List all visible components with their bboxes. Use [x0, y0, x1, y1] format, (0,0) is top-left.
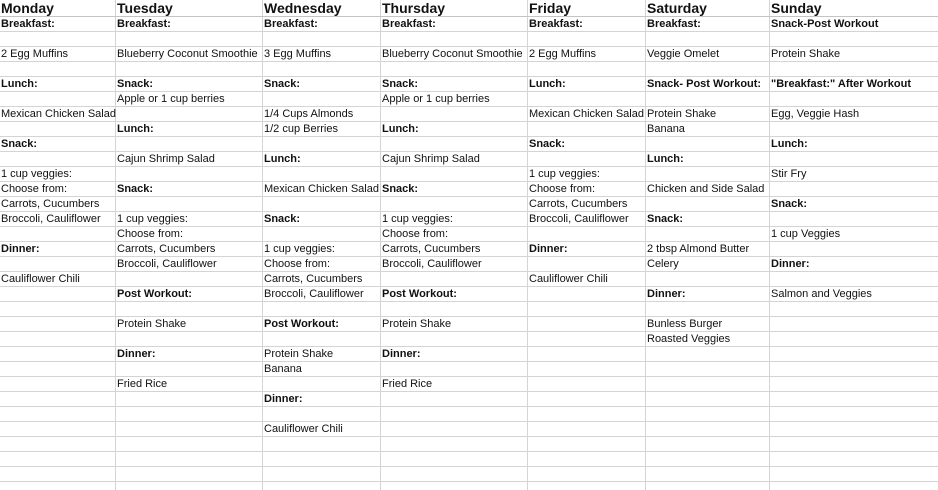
row-divider	[0, 451, 938, 452]
row-divider	[0, 421, 938, 422]
food-item-cell[interactable]: Banana	[647, 123, 685, 135]
row-divider	[0, 466, 938, 467]
row-divider	[0, 406, 938, 407]
food-item-cell[interactable]: Blueberry Coconut Smoothie	[117, 48, 258, 60]
food-item-cell[interactable]: Protein Shake	[382, 318, 452, 330]
row-divider	[0, 481, 938, 482]
food-item-cell[interactable]: Mexican Chicken Salad	[264, 183, 379, 195]
meal-label-cell[interactable]: Breakfast:	[264, 18, 318, 30]
meal-label-cell[interactable]: Post Workout:	[117, 288, 192, 300]
meal-label-cell[interactable]: Lunch:	[771, 138, 808, 150]
day-header-tuesday[interactable]: Tuesday	[117, 0, 173, 16]
food-item-cell[interactable]: Fried Rice	[382, 378, 433, 390]
food-item-cell[interactable]: 1 cup Veggies	[771, 228, 841, 240]
food-item-cell[interactable]: Veggie Omelet	[647, 48, 720, 60]
meal-label-cell[interactable]: Snack:	[647, 213, 684, 225]
food-item-cell[interactable]: Carrots, Cucumbers	[529, 198, 628, 210]
day-header-sunday[interactable]: Sunday	[771, 0, 822, 16]
food-item-cell[interactable]: Blueberry Coconut Smoothie	[382, 48, 523, 60]
food-item-cell[interactable]: 2 Egg Muffins	[529, 48, 597, 60]
meal-label-cell[interactable]: Snack-Post Workout	[771, 18, 879, 30]
food-item-cell[interactable]: Choose from:	[117, 228, 184, 240]
food-item-cell[interactable]: Mexican Chicken Salad	[1, 108, 116, 120]
meal-label-cell[interactable]: Lunch:	[264, 153, 301, 165]
food-item-cell[interactable]: Broccoli, Cauliflower	[529, 213, 629, 225]
food-item-cell[interactable]: Carrots, Cucumbers	[382, 243, 481, 255]
meal-label-cell[interactable]: Dinner:	[529, 243, 568, 255]
meal-label-cell[interactable]: Breakfast:	[529, 18, 583, 30]
food-item-cell[interactable]: 2 Egg Muffins	[1, 48, 69, 60]
food-item-cell[interactable]: Broccoli, Cauliflower	[1, 213, 101, 225]
meal-label-cell[interactable]: Snack:	[382, 78, 419, 90]
food-item-cell[interactable]: Mexican Chicken Salad	[529, 108, 644, 120]
food-item-cell[interactable]: 1 cup veggies:	[264, 243, 335, 255]
meal-label-cell[interactable]: Dinner:	[117, 348, 156, 360]
food-item-cell[interactable]: Roasted Veggies	[647, 333, 731, 345]
food-item-cell[interactable]: 1/2 cup Berries	[264, 123, 338, 135]
food-item-cell[interactable]: 1 cup veggies:	[529, 168, 600, 180]
meal-label-cell[interactable]: Lunch:	[1, 78, 38, 90]
day-header-thursday[interactable]: Thursday	[382, 0, 446, 16]
meal-label-cell[interactable]: Post Workout:	[264, 318, 339, 330]
food-item-cell[interactable]: Protein Shake	[264, 348, 334, 360]
row-divider	[0, 436, 938, 437]
food-item-cell[interactable]: Protein Shake	[647, 108, 717, 120]
food-item-cell[interactable]: Apple or 1 cup berries	[382, 93, 490, 105]
food-item-cell[interactable]: Broccoli, Cauliflower	[264, 288, 364, 300]
meal-label-cell[interactable]: Snack:	[1, 138, 38, 150]
food-item-cell[interactable]: Banana	[264, 363, 302, 375]
food-item-cell[interactable]: Carrots, Cucumbers	[1, 198, 100, 210]
food-item-cell[interactable]: Choose from:	[382, 228, 449, 240]
food-item-cell[interactable]: Cajun Shrimp Salad	[382, 153, 480, 165]
food-item-cell[interactable]: Salmon and Veggies	[771, 288, 872, 300]
meal-label-cell[interactable]: Breakfast:	[647, 18, 701, 30]
food-item-cell[interactable]: 1 cup veggies:	[1, 168, 72, 180]
meal-label-cell[interactable]: "Breakfast:" After Workout	[771, 78, 912, 90]
day-header-wednesday[interactable]: Wednesday	[264, 0, 342, 16]
food-item-cell[interactable]: Cauliflower Chili	[529, 273, 608, 285]
food-item-cell[interactable]: 1/4 Cups Almonds	[264, 108, 354, 120]
food-item-cell[interactable]: Carrots, Cucumbers	[117, 243, 216, 255]
day-header-monday[interactable]: Monday	[1, 0, 54, 16]
food-item-cell[interactable]: Chicken and Side Salad	[647, 183, 765, 195]
meal-label-cell[interactable]: Lunch:	[647, 153, 684, 165]
food-item-cell[interactable]: Carrots, Cucumbers	[264, 273, 363, 285]
food-item-cell[interactable]: Protein Shake	[117, 318, 187, 330]
meal-label-cell[interactable]: Snack:	[117, 78, 154, 90]
food-item-cell[interactable]: Apple or 1 cup berries	[117, 93, 225, 105]
meal-label-cell[interactable]: Lunch:	[382, 123, 419, 135]
meal-label-cell[interactable]: Dinner:	[264, 393, 303, 405]
food-item-cell[interactable]: Cauliflower Chili	[1, 273, 80, 285]
food-item-cell[interactable]: Choose from:	[1, 183, 68, 195]
food-item-cell[interactable]: Broccoli, Cauliflower	[382, 258, 482, 270]
food-item-cell[interactable]: Protein Shake	[771, 48, 841, 60]
meal-label-cell[interactable]: Lunch:	[117, 123, 154, 135]
meal-label-cell[interactable]: Dinner:	[1, 243, 40, 255]
meal-label-cell[interactable]: Breakfast:	[117, 18, 171, 30]
meal-label-cell[interactable]: Lunch:	[529, 78, 566, 90]
meal-label-cell[interactable]: Post Workout:	[382, 288, 457, 300]
food-item-cell[interactable]: 1 cup veggies:	[382, 213, 453, 225]
food-item-cell[interactable]: Bunless Burger	[647, 318, 723, 330]
meal-label-cell[interactable]: Snack:	[264, 78, 301, 90]
meal-label-cell[interactable]: Snack:	[382, 183, 419, 195]
food-item-cell[interactable]: Cauliflower Chili	[264, 423, 343, 435]
meal-label-cell[interactable]: Dinner:	[382, 348, 421, 360]
meal-label-cell[interactable]: Snack:	[264, 213, 301, 225]
food-item-cell[interactable]: Egg, Veggie Hash	[771, 108, 860, 120]
meal-label-cell[interactable]: Dinner:	[647, 288, 686, 300]
food-item-cell[interactable]: 2 tbsp Almond Butter	[647, 243, 750, 255]
day-header-friday[interactable]: Friday	[529, 0, 572, 16]
food-item-cell[interactable]: Stir Fry	[771, 168, 807, 180]
food-item-cell[interactable]: Choose from:	[264, 258, 331, 270]
food-item-cell[interactable]: Celery	[647, 258, 679, 270]
day-header-saturday[interactable]: Saturday	[647, 0, 707, 16]
food-item-cell[interactable]: Fried Rice	[117, 378, 168, 390]
meal-label-cell[interactable]: Snack:	[529, 138, 566, 150]
food-item-cell[interactable]: Choose from:	[529, 183, 596, 195]
food-item-cell[interactable]: Cajun Shrimp Salad	[117, 153, 215, 165]
meal-label-cell[interactable]: Snack:	[117, 183, 154, 195]
meal-label-cell[interactable]: Snack:	[771, 198, 808, 210]
meal-label-cell[interactable]: Breakfast:	[382, 18, 436, 30]
food-item-cell[interactable]: Broccoli, Cauliflower	[117, 258, 217, 270]
meal-label-cell[interactable]: Breakfast:	[1, 18, 55, 30]
meal-label-cell[interactable]: Dinner:	[771, 258, 810, 270]
food-item-cell[interactable]: 3 Egg Muffins	[264, 48, 332, 60]
meal-label-cell[interactable]: Snack- Post Workout:	[647, 78, 762, 90]
food-item-cell[interactable]: 1 cup veggies:	[117, 213, 188, 225]
